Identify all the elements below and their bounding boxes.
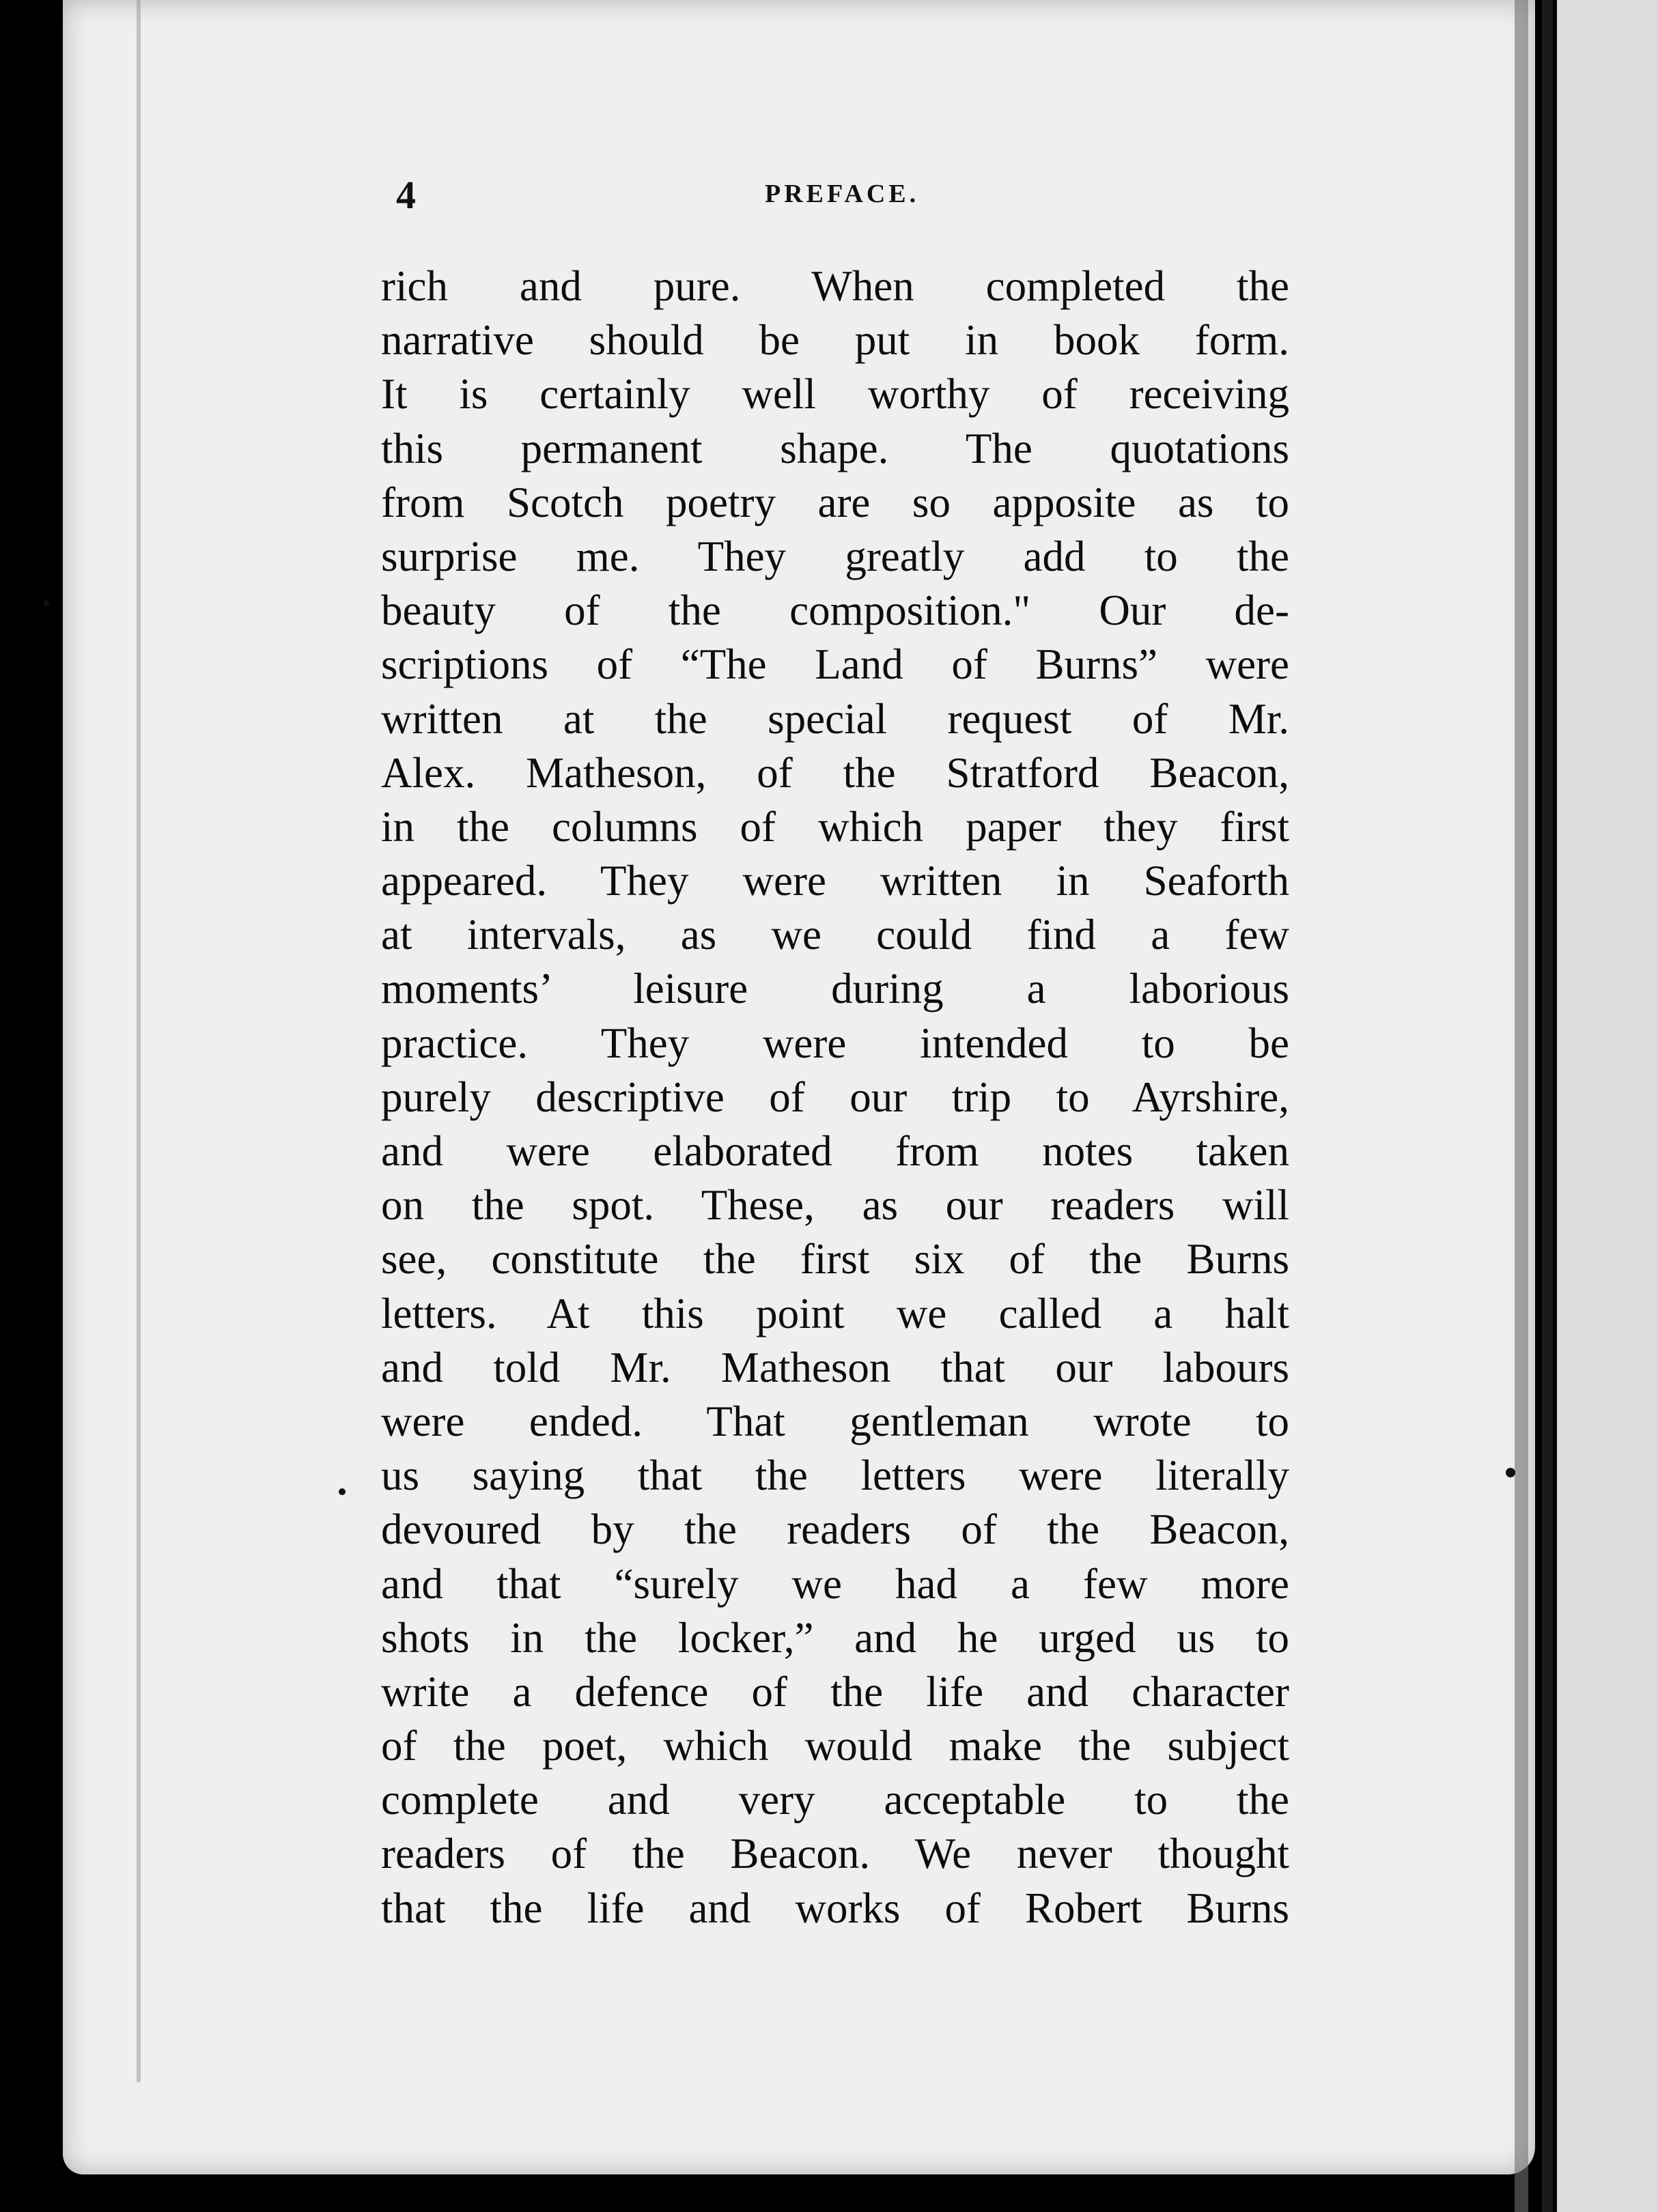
text-line: that the life and works of Robert Burns xyxy=(381,1884,1289,1932)
ink-speck xyxy=(1506,1468,1515,1477)
text-line: rich and pure. When completed the xyxy=(381,262,1289,310)
text-line: at intervals, as we could find a few xyxy=(381,911,1289,959)
text-line: purely descriptive of our trip to Ayrshire, xyxy=(381,1073,1289,1121)
text-line: letters. At this point we called a halt xyxy=(381,1289,1289,1337)
body-text xyxy=(381,259,1289,1936)
text-line: devoured by the readers of the Beacon, xyxy=(381,1505,1289,1554)
page-binding-edge xyxy=(1542,0,1553,2212)
page-header xyxy=(396,172,1297,227)
running-head: PREFACE. xyxy=(765,180,920,208)
text-line: write a defence of the life and character xyxy=(381,1667,1289,1716)
text-line: were ended. That gentleman wrote to xyxy=(381,1397,1289,1445)
page-gutter-shadow xyxy=(137,0,141,2082)
text-line: shots in the locker,” and he urged us to xyxy=(381,1613,1289,1662)
text-line: Alex. Matheson, of the Stratford Beacon, xyxy=(381,748,1289,797)
text-line: appeared. They were written in Seaforth xyxy=(381,857,1289,905)
text-line: complete and very acceptable to the xyxy=(381,1776,1289,1824)
page-fold-shadow xyxy=(1515,0,1528,2212)
text-line: narrative should be put in book form. xyxy=(381,316,1289,365)
text-line: in the columns of which paper they first xyxy=(381,802,1289,851)
text-line: this permanent shape. The quotations xyxy=(381,424,1289,472)
ink-speck xyxy=(44,601,49,606)
text-line: readers of the Beacon. We never thought xyxy=(381,1830,1289,1878)
ink-speck xyxy=(339,1488,346,1495)
text-line: surprise me. They greatly add to the xyxy=(381,532,1289,580)
text-line: and that “surely we had a few more xyxy=(381,1559,1289,1608)
text-line: scriptions of “The Land of Burns” were xyxy=(381,640,1289,689)
text-line: beauty of the composition." Our de- xyxy=(381,586,1289,635)
text-line: and were elaborated from notes taken xyxy=(381,1127,1289,1175)
text-line: practice. They were intended to be xyxy=(381,1019,1289,1067)
text-line: from Scotch poetry are so apposite as to xyxy=(381,478,1289,526)
text-line: written at the special request of Mr. xyxy=(381,694,1289,743)
text-line: of the poet, which would make the subject xyxy=(381,1722,1289,1770)
text-line: on the spot. These, as our readers will xyxy=(381,1181,1289,1230)
next-page-edge xyxy=(1557,0,1658,2212)
text-line: It is certainly well worthy of receiving xyxy=(381,370,1289,419)
page-number: 4 xyxy=(396,173,416,217)
text-line: see, constitute the first six of the Burns xyxy=(381,1235,1289,1284)
text-line: and told Mr. Matheson that our labours xyxy=(381,1343,1289,1391)
text-line: us saying that the letters were literally xyxy=(381,1451,1289,1500)
text-line: moments’ leisure during a laborious xyxy=(381,965,1289,1013)
